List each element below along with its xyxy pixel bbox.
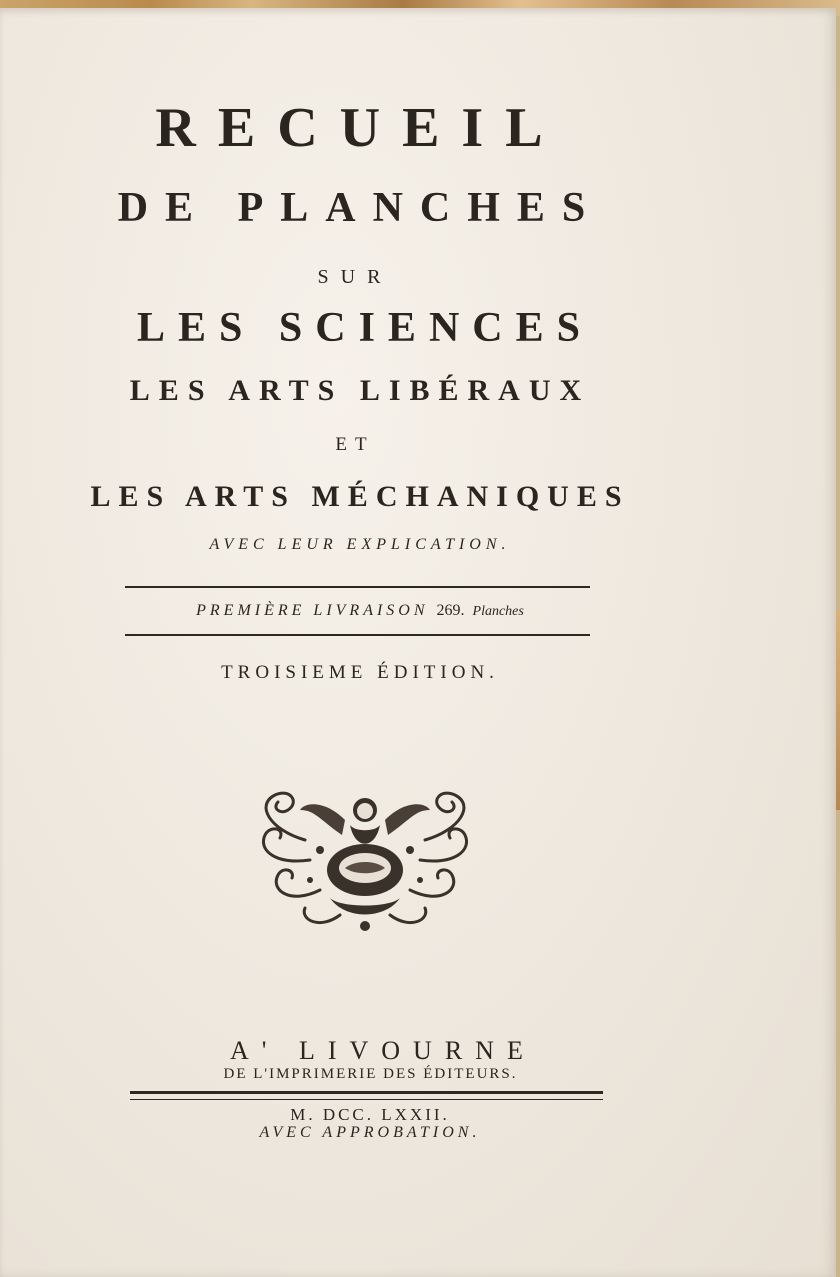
title-sur: SUR [317, 266, 393, 288]
title-arts-liberaux: LES ARTS LIBÉRAUX [129, 374, 591, 407]
imprint-place: A' LIVOURNE [230, 1036, 536, 1065]
imprint-approbation: AVEC APPROBATION. [259, 1124, 481, 1141]
title-page [0, 8, 836, 1277]
edition-statement: TROISIEME ÉDITION. [221, 662, 499, 683]
subtitle-explication: AVEC LEUR EXPLICATION. [209, 536, 511, 553]
cherub-ornament-icon [250, 780, 480, 935]
imprint-date: M. DCC. LXXII. [290, 1105, 450, 1124]
livraison-count: 269. [436, 602, 465, 619]
title-recueil: RECUEIL [155, 97, 565, 159]
divider-rule-top [125, 586, 590, 588]
title-de-planches: DE PLANCHES [117, 185, 603, 231]
livraison-line [150, 602, 570, 620]
imprint-rule-thick [130, 1091, 603, 1094]
title-les-sciences: LES SCIENCES [137, 305, 593, 351]
title-arts-mechaniques: LES ARTS MÉCHANIQUES [90, 480, 630, 513]
imprint-rule-thin [130, 1099, 603, 1100]
livraison-label: PREMIÈRE LIVRAISON [196, 602, 429, 619]
title-et: ET [335, 434, 375, 455]
divider-rule-bottom [125, 634, 590, 636]
livraison-planches: Planches [472, 604, 524, 619]
imprint-printer: DE L'IMPRIMERIE DES ÉDITEURS. [223, 1066, 518, 1082]
